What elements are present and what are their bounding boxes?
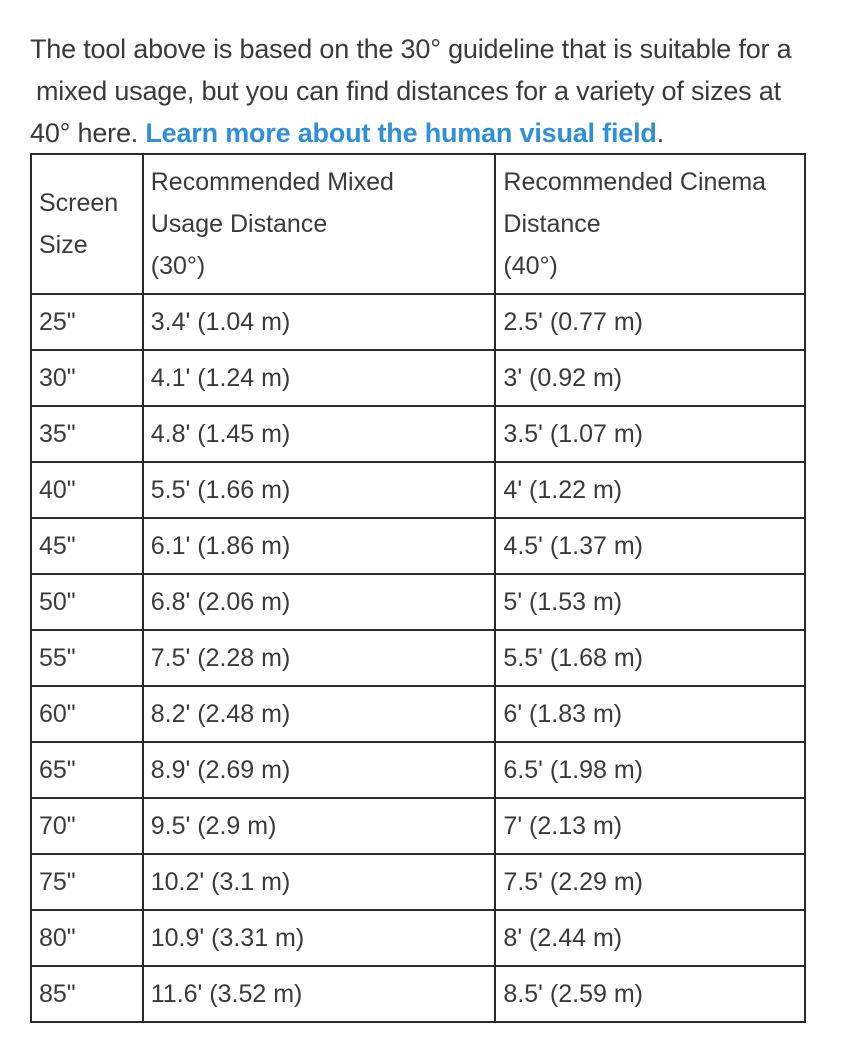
cell-size: 35" [31, 406, 143, 462]
table-row [31, 574, 805, 630]
cell-size: 55" [31, 630, 143, 686]
viewing-distance-table [30, 153, 806, 1023]
cell-cinema: 7.5' (2.29 m) [495, 854, 805, 910]
table-row [31, 854, 805, 910]
cell-mixed: 4.1' (1.24 m) [143, 350, 496, 406]
table-header-row [31, 154, 805, 294]
cell-cinema: 5.5' (1.68 m) [495, 630, 805, 686]
cell-cinema: 6' (1.83 m) [495, 686, 805, 742]
table-row [31, 518, 805, 574]
table-row [31, 966, 805, 1022]
header-line: Distance [503, 210, 601, 238]
cell-size: 45" [31, 518, 143, 574]
cell-cinema: 5' (1.53 m) [495, 574, 805, 630]
header-mixed-distance [143, 154, 496, 294]
cell-mixed: 6.8' (2.06 m) [143, 574, 496, 630]
cell-size: 25" [31, 294, 143, 350]
table-row [31, 350, 805, 406]
header-line: Recommended Cinema [503, 168, 767, 196]
table-row [31, 294, 805, 350]
cell-cinema: 8.5' (2.59 m) [495, 966, 805, 1022]
cell-cinema: 2.5' (0.77 m) [495, 294, 805, 350]
cell-cinema: 6.5' (1.98 m) [495, 742, 805, 798]
table-body [31, 294, 805, 1022]
cell-mixed: 9.5' (2.9 m) [143, 798, 496, 854]
header-line: Usage Distance [150, 210, 328, 238]
cell-mixed: 5.5' (1.66 m) [143, 462, 496, 518]
cell-cinema: 7' (2.13 m) [495, 798, 805, 854]
table-row [31, 742, 805, 798]
cell-cinema: 4.5' (1.37 m) [495, 518, 805, 574]
header-screen-size [31, 154, 143, 294]
table-row [31, 630, 805, 686]
cell-size: 85" [31, 966, 143, 1022]
cell-size: 40" [31, 462, 143, 518]
header-line: (40°) [503, 252, 558, 280]
intro-line [30, 112, 820, 154]
intro-line: The tool above is based on the 30° guideline that is suitable for a [30, 34, 792, 64]
intro-text: 40° here. [30, 118, 146, 148]
human-visual-field-link[interactable]: Learn more about the human visual field [145, 118, 657, 148]
cell-size: 60" [31, 686, 143, 742]
header-line: (30°) [150, 252, 206, 280]
header-line: Recommended Mixed [150, 168, 394, 196]
table-row [31, 910, 805, 966]
cell-mixed: 7.5' (2.28 m) [143, 630, 496, 686]
cell-size: 30" [31, 350, 143, 406]
cell-size: 80" [31, 910, 143, 966]
intro-line: mixed usage, but you can find distances for a variety of sizes at [36, 76, 781, 106]
cell-cinema: 4' (1.22 m) [495, 462, 805, 518]
cell-mixed: 8.2' (2.48 m) [143, 686, 496, 742]
table-row [31, 798, 805, 854]
header-cinema-distance [495, 154, 805, 294]
intro-paragraph [30, 28, 820, 154]
cell-size: 65" [31, 742, 143, 798]
table-row [31, 406, 805, 462]
intro-period: . [656, 118, 664, 148]
cell-size: 75" [31, 854, 143, 910]
cell-size: 50" [31, 574, 143, 630]
cell-mixed: 10.9' (3.31 m) [143, 910, 496, 966]
cell-mixed: 6.1' (1.86 m) [143, 518, 496, 574]
cell-mixed: 8.9' (2.69 m) [143, 742, 496, 798]
cell-mixed: 10.2' (3.1 m) [143, 854, 496, 910]
cell-size: 70" [31, 798, 143, 854]
cell-cinema: 8' (2.44 m) [495, 910, 805, 966]
cell-mixed: 11.6' (3.52 m) [143, 966, 496, 1022]
cell-mixed: 3.4' (1.04 m) [143, 294, 496, 350]
cell-mixed: 4.8' (1.45 m) [143, 406, 496, 462]
header-line: Screen [39, 189, 119, 217]
cell-cinema: 3.5' (1.07 m) [495, 406, 805, 462]
header-line: Size [39, 231, 88, 259]
cell-cinema: 3' (0.92 m) [495, 350, 805, 406]
table-row [31, 462, 805, 518]
table-row [31, 686, 805, 742]
